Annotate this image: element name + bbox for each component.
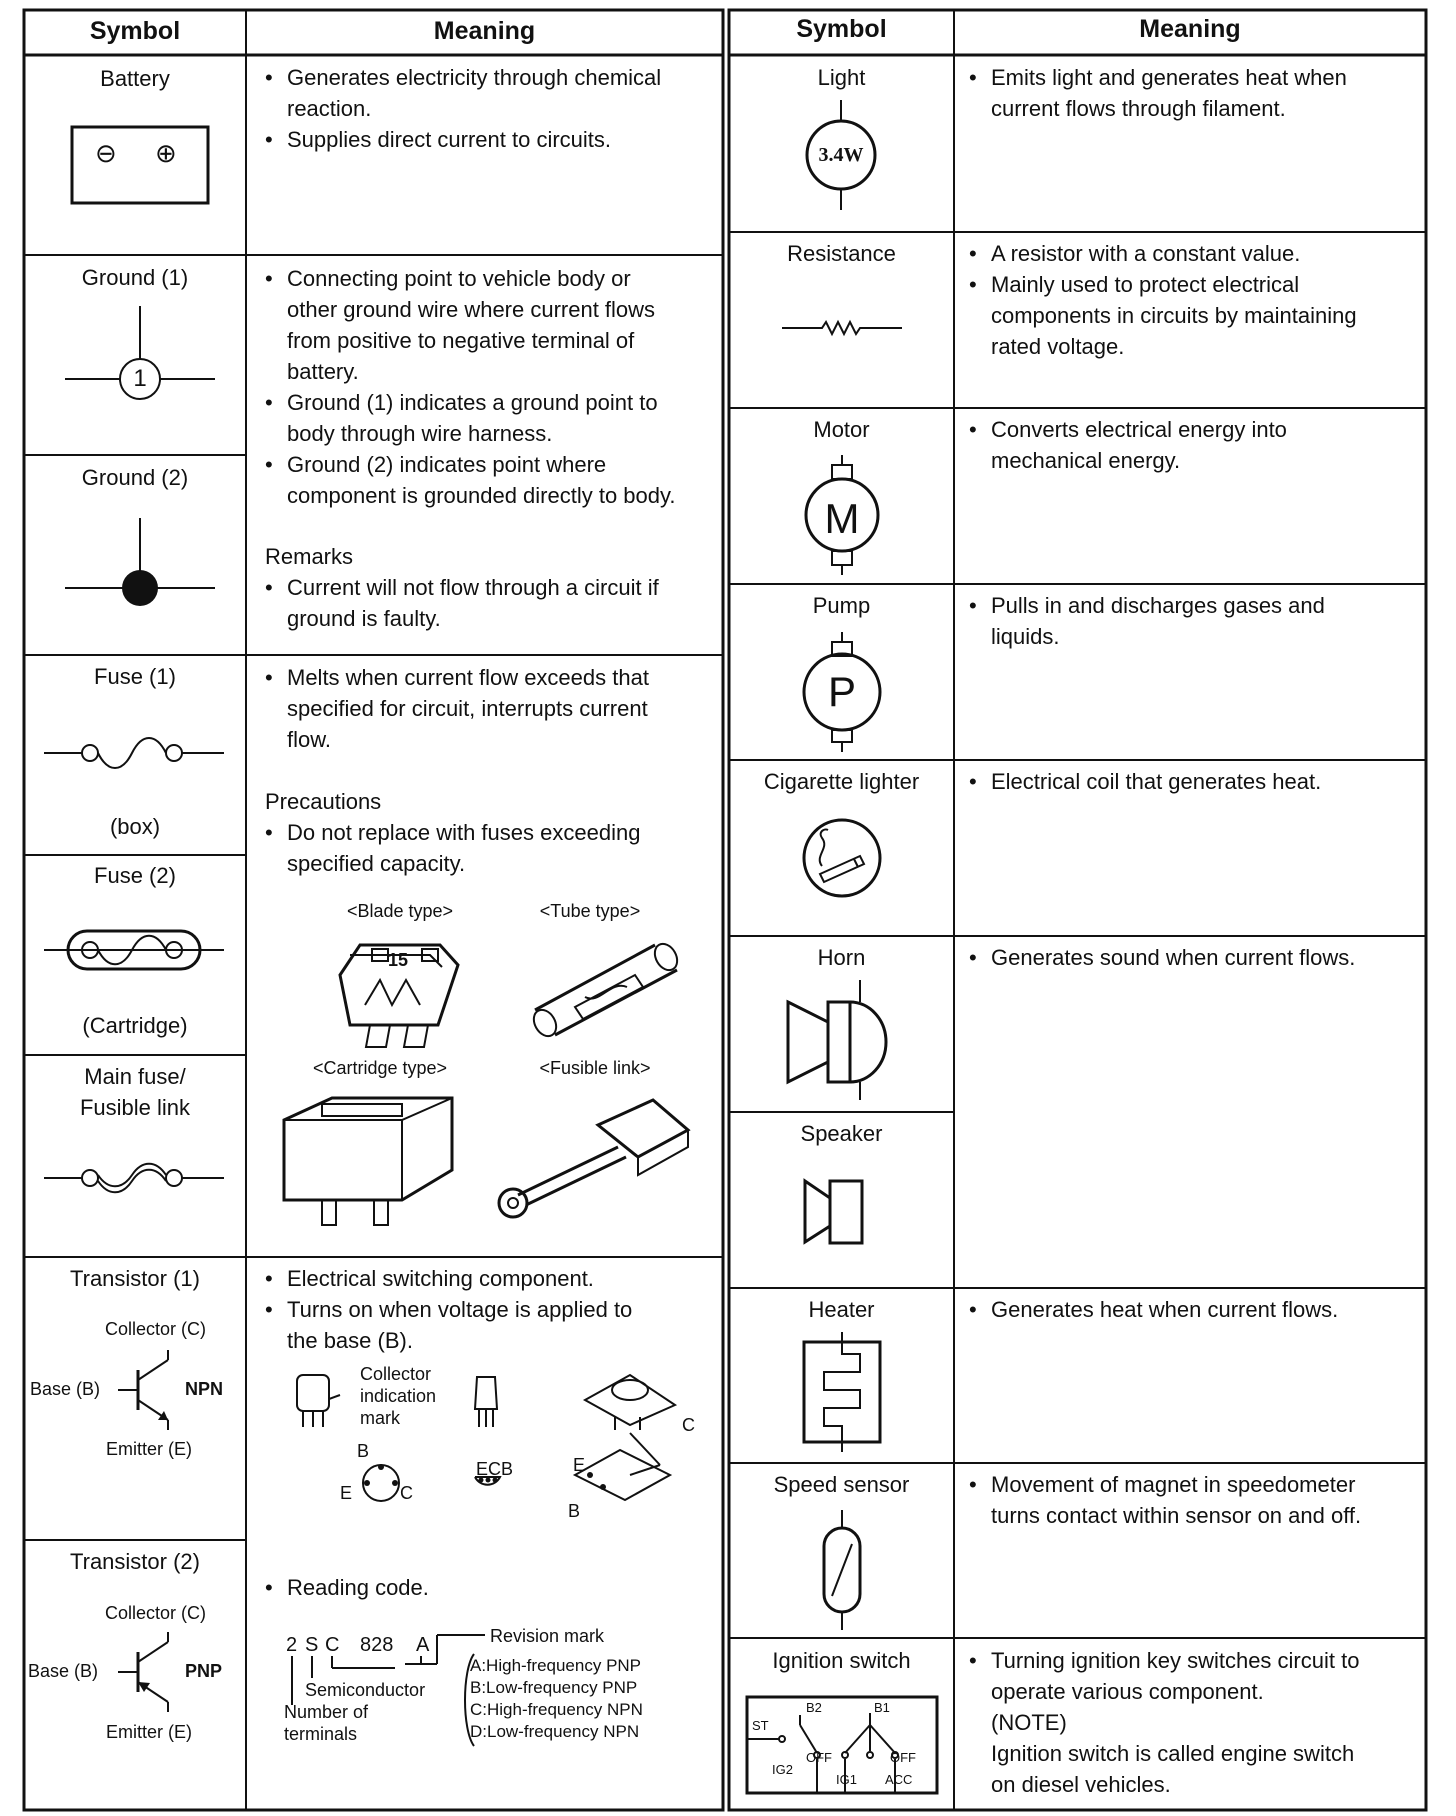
ground2-label: Ground (2) bbox=[81, 465, 189, 490]
ground-meaning-7: • Ground (2) indicates point where bbox=[287, 449, 606, 480]
ignition-meaning-3: (NOTE) bbox=[991, 1710, 1067, 1735]
transistor2-collector: Collector (C) bbox=[105, 1603, 207, 1623]
light-rating: 3.4W bbox=[818, 144, 864, 166]
battery-label: Battery bbox=[100, 66, 170, 91]
speed-sensor-meaning-1: • Movement of magnet in speedometer bbox=[991, 1469, 1355, 1500]
light-meaning-1: • Emits light and generates heat when bbox=[991, 62, 1347, 93]
ground-meaning-5: • Ground (1) indicates a ground point to bbox=[287, 387, 658, 418]
ground-remarks-2: ground is faulty. bbox=[287, 606, 441, 631]
collector-mark-label-1: Collector bbox=[360, 1364, 432, 1384]
ground2-symbol bbox=[65, 518, 215, 618]
pkg1-e-label: E bbox=[340, 1483, 353, 1503]
pnp-symbol bbox=[118, 1632, 178, 1712]
ground-meaning-2: other ground wire where current flows bbox=[287, 297, 656, 322]
motor-meaning-2: mechanical energy. bbox=[991, 448, 1181, 473]
ignition-switch-label: Ignition switch bbox=[772, 1648, 911, 1673]
ignition-meaning-1: • Turning ignition key switches circuit to bbox=[991, 1645, 1359, 1676]
tube-type-label: <Tube type> bbox=[539, 901, 641, 921]
transistor2-type: PNP bbox=[185, 1661, 223, 1681]
mainfuse-label-1: Main fuse/ bbox=[84, 1064, 186, 1089]
ignition-ig2-label: IG2 bbox=[772, 1762, 793, 1777]
code-a: A bbox=[416, 1634, 430, 1656]
ground-remarks-1: • Current will not flow through a circuit if bbox=[287, 572, 659, 603]
battery-symbol bbox=[70, 125, 210, 205]
pkg3-c-label: C bbox=[682, 1415, 695, 1435]
fuse1-label: Fuse (1) bbox=[94, 664, 176, 689]
heater-symbol bbox=[800, 1332, 884, 1452]
heater-label: Heater bbox=[808, 1297, 875, 1322]
transistor1-label: Transistor (1) bbox=[70, 1266, 200, 1291]
npn-symbol bbox=[118, 1350, 178, 1430]
horn-label: Horn bbox=[817, 945, 866, 970]
code-list-d: D:Low-frequency NPN bbox=[470, 1722, 640, 1741]
fusible-link-illustration bbox=[488, 1095, 698, 1215]
pkg3-b-label: B bbox=[568, 1501, 581, 1521]
cartridge-type-label: <Cartridge type> bbox=[312, 1058, 448, 1078]
pkg1-c-label: C bbox=[400, 1483, 413, 1503]
revision-mark-label: Revision mark bbox=[490, 1626, 605, 1646]
ignition-meaning-4: Ignition switch is called engine switch bbox=[991, 1741, 1355, 1766]
num-terminals-label-1: Number of bbox=[284, 1702, 369, 1722]
battery-pos-icon: ⊕ bbox=[155, 138, 177, 168]
battery-meaning-1: • Generates electricity through chemical bbox=[287, 62, 661, 93]
mainfuse-label-2: Fusible link bbox=[79, 1095, 191, 1120]
transistor-meaning-1: • Electrical switching component. bbox=[287, 1263, 594, 1294]
transistor2-base: Base (B) bbox=[28, 1661, 99, 1681]
resistance-meaning-1: • A resistor with a constant value. bbox=[991, 238, 1300, 269]
code-digit-2: 2 bbox=[286, 1634, 298, 1656]
fusible-link-label: <Fusible link> bbox=[539, 1058, 651, 1078]
cigarette-lighter-icon bbox=[800, 816, 884, 900]
pump-meaning-2: liquids. bbox=[991, 624, 1060, 649]
fuse-meaning-2: specified for circuit, interrupts current bbox=[287, 696, 648, 721]
ignition-acc-label: ACC bbox=[885, 1772, 913, 1787]
cartridge-fuse-illustration bbox=[282, 1090, 462, 1230]
tube-fuse-illustration bbox=[515, 935, 685, 1035]
pump-letter: P bbox=[827, 668, 856, 715]
resistance-label: Resistance bbox=[787, 241, 896, 266]
code-s: S bbox=[305, 1634, 319, 1656]
blade-type-label: <Blade type> bbox=[346, 901, 454, 921]
ground1-mark: 1 bbox=[133, 365, 147, 392]
ignition-ig1-label: IG1 bbox=[836, 1772, 857, 1787]
fuse-meaning-3: flow. bbox=[287, 727, 332, 752]
resistance-meaning-3: components in circuits by maintaining bbox=[991, 303, 1357, 328]
fuse2-symbol bbox=[44, 925, 224, 975]
speed-sensor-symbol bbox=[812, 1510, 872, 1630]
transistor2-emitter: Emitter (E) bbox=[106, 1722, 193, 1742]
fuse-precautions-2: specified capacity. bbox=[287, 851, 466, 876]
ground-meaning-6: body through wire harness. bbox=[287, 421, 553, 446]
fuse1-sub: (box) bbox=[109, 814, 161, 839]
code-c: C bbox=[325, 1634, 340, 1656]
pump-meaning-1: • Pulls in and discharges gases and bbox=[991, 590, 1325, 621]
transistor1-collector: Collector (C) bbox=[105, 1319, 207, 1339]
speaker-label: Speaker bbox=[800, 1121, 883, 1146]
heater-meaning-1: • Generates heat when current flows. bbox=[991, 1294, 1338, 1325]
battery-meaning-3: • Supplies direct current to circuits. bbox=[287, 124, 611, 155]
lighter-label: Cigarette lighter bbox=[763, 769, 920, 794]
horn-meaning-1: • Generates sound when current flows. bbox=[991, 942, 1355, 973]
battery-meaning-2: reaction. bbox=[287, 96, 372, 121]
reading-code-label: • Reading code. bbox=[287, 1572, 429, 1603]
pkg1-b-label: B bbox=[357, 1441, 370, 1461]
header-meaning-right: Meaning bbox=[1139, 15, 1241, 43]
transistor-meaning-2: • Turns on when voltage is applied to bbox=[287, 1294, 632, 1325]
pkg2-ecb-label: ECB bbox=[476, 1459, 514, 1479]
collector-mark-label-3: mark bbox=[360, 1408, 400, 1428]
speed-sensor-meaning-2: turns contact within sensor on and off. bbox=[991, 1503, 1362, 1528]
motor-label: Motor bbox=[813, 417, 870, 442]
lighter-meaning-1: • Electrical coil that generates heat. bbox=[991, 766, 1321, 797]
header-symbol-right: Symbol bbox=[796, 15, 887, 43]
transistor2-label: Transistor (2) bbox=[70, 1549, 200, 1574]
fuse2-sub: (Cartridge) bbox=[82, 1013, 188, 1038]
fuse1-symbol bbox=[44, 738, 224, 768]
ground1-label: Ground (1) bbox=[81, 265, 189, 290]
ignition-meaning-2: operate various component. bbox=[991, 1679, 1264, 1704]
ignition-b2-label: B2 bbox=[806, 1700, 822, 1715]
ground-remarks-title: Remarks bbox=[265, 544, 354, 569]
ground-meaning-1: • Connecting point to vehicle body or bbox=[287, 263, 631, 294]
blade-fuse-rating: 15 bbox=[388, 950, 409, 970]
pkg3-e-label: E bbox=[573, 1455, 586, 1475]
code-number: 828 bbox=[360, 1634, 394, 1656]
semiconductor-label: Semiconductor bbox=[305, 1680, 426, 1700]
fuse-precautions-1: • Do not replace with fuses exceeding bbox=[287, 817, 640, 848]
transistor1-type: NPN bbox=[185, 1379, 224, 1399]
resistor-symbol bbox=[782, 318, 902, 338]
collector-mark-label-2: indication bbox=[360, 1386, 437, 1406]
ignition-off2-label: OFF bbox=[890, 1750, 916, 1765]
motor-letter: M bbox=[824, 495, 860, 542]
ignition-meaning-5: on diesel vehicles. bbox=[991, 1772, 1171, 1797]
speed-sensor-label: Speed sensor bbox=[773, 1472, 910, 1497]
horn-symbol bbox=[788, 980, 898, 1100]
fuse-meaning-1: • Melts when current flow exceeds that bbox=[287, 662, 649, 693]
light-meaning-2: current flows through filament. bbox=[991, 96, 1286, 121]
transistor1-emitter: Emitter (E) bbox=[106, 1439, 193, 1459]
header-symbol-left: Symbol bbox=[89, 17, 181, 45]
code-list-b: B:Low-frequency PNP bbox=[470, 1678, 638, 1697]
code-list-a: A:High-frequency PNP bbox=[470, 1656, 642, 1675]
ignition-off1-label: OFF bbox=[806, 1750, 832, 1765]
transistor-meaning-3: the base (B). bbox=[287, 1328, 413, 1353]
fuse2-label: Fuse (2) bbox=[94, 863, 176, 888]
header-meaning-left: Meaning bbox=[433, 17, 536, 45]
resistance-meaning-4: rated voltage. bbox=[991, 334, 1125, 359]
transistor1-base: Base (B) bbox=[30, 1379, 101, 1399]
pump-label: Pump bbox=[812, 593, 871, 618]
battery-neg-icon: ⊖ bbox=[95, 138, 117, 168]
num-terminals-label-2: terminals bbox=[284, 1724, 358, 1744]
motor-meaning-1: • Converts electrical energy into bbox=[991, 414, 1287, 445]
fuse-precautions-title: Precautions bbox=[265, 789, 382, 814]
code-list-c: C:High-frequency NPN bbox=[470, 1700, 643, 1719]
ground-meaning-3: from positive to negative terminal of bbox=[287, 328, 635, 353]
ignition-b1-label: B1 bbox=[874, 1700, 890, 1715]
ground-meaning-8: component is grounded directly to body. bbox=[287, 483, 676, 508]
speaker-symbol bbox=[805, 1176, 885, 1246]
light-label: Light bbox=[817, 65, 866, 90]
ignition-st-label: ST bbox=[752, 1718, 769, 1733]
mainfuse-symbol bbox=[44, 1158, 224, 1198]
ground-meaning-4: battery. bbox=[287, 359, 359, 384]
resistance-meaning-2: • Mainly used to protect electrical bbox=[991, 269, 1299, 300]
